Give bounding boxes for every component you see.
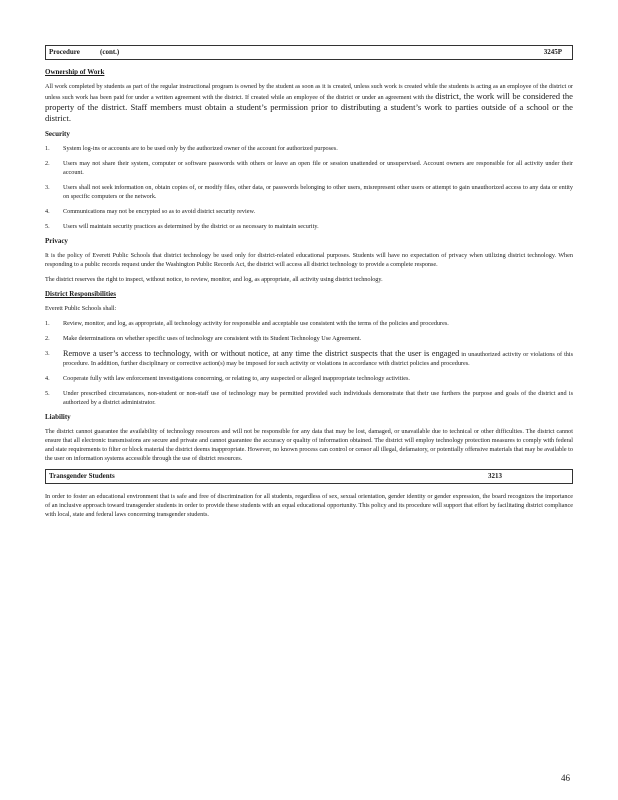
item-number: 5.	[45, 223, 50, 230]
liability-heading: Liability	[45, 413, 71, 421]
privacy-heading: Privacy	[45, 237, 68, 245]
item-text: Users may not share their system, computer or software passwords with others or leave an open file or session unattended or unsupervised. Account owners are responsible for all activity under their account.	[63, 160, 573, 176]
privacy-paragraph: The district reserves the right to inspect, without notice, to review, monitor, and log, as appropriate, all activity using district technology.	[45, 276, 383, 283]
transgender-header-box	[45, 469, 573, 484]
security-item	[45, 207, 573, 216]
item-number: 5.	[45, 390, 50, 397]
item-text: Under prescribed circumstances, non-student or non-staff use of technology may be permitted provided such individuals demonstrate that their use furthers the purpose and goals of the district and is authorized by a district administrator.	[63, 390, 573, 406]
procedure-header-box	[45, 45, 573, 60]
privacy-paragraph: It is the policy of Everett Public Schools that district technology be used only for district-related educational purposes. Students will have no expectation of privacy when utilizing district technology. When responding to a public records request under the Washington Public Records Act, the district will access all district technology to provide a complete response.	[45, 252, 573, 268]
document-page	[45, 45, 573, 525]
district-item	[45, 349, 573, 368]
district-responsibilities-heading: District Responsibilities	[45, 290, 116, 298]
liability-paragraph: The district cannot guarantee the availability of technology resources and will not be responsible for any data that may be lost, damaged, or unavailable due to technical or other difficulties. The district cannot ensure that all electronic transmissions are secure and private and cannot guarantee the accuracy or quality of information obtained. The district will employ technology protection measures to comply with federal and state requirements to filter or block material the district deems inappropriate. However, no known process can control or censor all illegal, defamatory, or potentially offensive materials that may be available to the user on information systems accessible through the use of district resources.	[45, 428, 573, 462]
ownership-text-continued: district, the work will be considered the property of the district. Staff members must obtain a student’s permission prior to distributing a student’s work to parties outside of a school or the district.	[45, 91, 573, 123]
item-text: System log-ins or accounts are to be used only by the authorized owner of the account for authorized purposes.	[63, 145, 338, 152]
security-item	[45, 159, 573, 177]
district-item	[45, 374, 573, 383]
item-number: 1.	[45, 145, 50, 152]
district-item	[45, 334, 573, 343]
transgender-paragraph: In order to foster an educational environment that is safe and free of discrimination for all students, regardless of sex, sexual orientation, gender identity or gender expression, the board recognizes the importance of an inclusive approach toward transgender students in order to provide these students with an equal educational opportunity. This policy and its procedure will support that effort by facilitating district compliance with local, state and federal laws concerning transgender students.	[45, 493, 573, 518]
security-heading: Security	[45, 130, 70, 138]
item-text: Users shall not seek information on, obtain copies of, or modify files, other data, or passwords belonging to other users, misrepresent other users or attempt to gain unauthorized access to any data or entity on specific computers or the network.	[63, 184, 573, 200]
transgender-heading: Transgender Students	[49, 472, 115, 480]
item-number: 4.	[45, 208, 50, 215]
item-text: Communications may not be encrypted so as to avoid district security review.	[63, 208, 256, 215]
item-text: Review, monitor, and log, as appropriate, all technology activity for responsible and acceptable use consistent with the terms of the policies and procedures.	[63, 320, 449, 327]
security-item	[45, 183, 573, 201]
procedure-code: 3245P	[543, 48, 562, 56]
security-item	[45, 144, 573, 153]
item-number: 4.	[45, 375, 50, 382]
district-item	[45, 389, 573, 407]
item-number: 3.	[45, 350, 50, 357]
procedure-label: Procedure	[49, 48, 80, 56]
district-item	[45, 319, 573, 328]
page-number: 46	[561, 773, 570, 783]
ownership-heading: Ownership of Work	[45, 68, 105, 76]
item-number: 2.	[45, 160, 50, 167]
district-intro: Everett Public Schools shall:	[45, 305, 117, 312]
security-item	[45, 222, 573, 231]
transgender-code: 3213	[488, 472, 502, 480]
ownership-paragraph	[45, 82, 573, 124]
procedure-cont-label: (cont.)	[100, 48, 120, 56]
item-text: Users will maintain security practices as determined by the district or as necessary to maintain security.	[63, 223, 319, 230]
item-number: 3.	[45, 184, 50, 191]
item-text-large: Remove a user’s access to technology, with or without notice, at any time the district suspects that the user is engaged	[63, 349, 460, 358]
item-number: 1.	[45, 320, 50, 327]
item-number: 2.	[45, 335, 50, 342]
item-text: in unauthorized activity or violations of this procedure. In addition, further disciplinary or corrective action(s) may be imposed for such activity or violations in accordance with district policies and procedures.	[63, 351, 574, 367]
item-text: Cooperate fully with law enforcement investigations concerning, or relating to, any suspected or alleged inappropriate technology activities.	[63, 375, 410, 382]
ownership-text: All work completed by students as part of the regular instructional program is owned by the student as soon as it is created, unless such work is created while the students is acting as an employee of the district or unless such work has been paid for under a written agreement with the district. If created while an employee of the district or under an agreement with the	[45, 83, 573, 101]
item-text: Make determinations on whether specific uses of technology are consistent with its Student Technology Use Agreement.	[63, 335, 362, 342]
